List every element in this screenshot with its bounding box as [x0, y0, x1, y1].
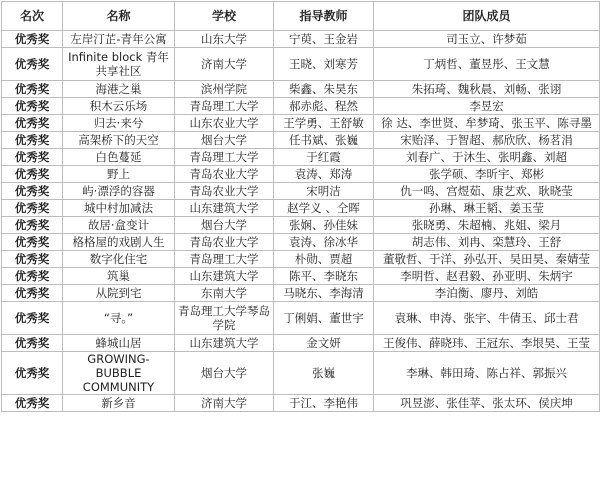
rank-cell: 优秀奖: [2, 285, 63, 302]
members-cell: 仇一鸣、宫煜茹、康艺欢、耿晓莹: [374, 183, 600, 200]
advisors-cell: 马晓东、李海清: [274, 285, 374, 302]
header-school: 学校: [175, 2, 274, 31]
awards-table: [1, 1, 600, 412]
school-cell: 济南大学: [175, 395, 274, 412]
header-row: [2, 2, 600, 31]
members-cell: 朱拓琦、魏秋晨、刘畅、张诩: [374, 81, 600, 98]
header-advisors: 指导教师: [274, 2, 374, 31]
school-cell: 烟台大学: [175, 132, 274, 149]
school-cell: 东南大学: [175, 285, 274, 302]
rank-cell: 优秀奖: [2, 132, 63, 149]
members-cell: 李琳、韩田琦、陈占祥、郭振兴: [374, 352, 600, 395]
rank-cell: 优秀奖: [2, 352, 63, 395]
members-cell: 徐 达、李世贤、牟梦琦、张玉平、陈寻墨: [374, 115, 600, 132]
members-cell: 张晓勇、朱超楠、兆姐、梁月: [374, 217, 600, 234]
members-cell: 李昱宏: [374, 98, 600, 115]
table-row: [2, 251, 600, 268]
school-cell: 青岛农业大学: [175, 234, 274, 251]
name-cell: GROWING-BUBBLE COMMUNITY: [63, 352, 175, 395]
table-row: [2, 234, 600, 251]
school-cell: 青岛理工大学: [175, 251, 274, 268]
header-members: 团队成员: [374, 2, 600, 31]
school-cell: 青岛理工大学琴岛学院: [175, 302, 274, 335]
name-cell: 屿·漂浮的容器: [63, 183, 175, 200]
name-cell: “寻。”: [63, 302, 175, 335]
rank-cell: 优秀奖: [2, 81, 63, 98]
school-cell: 济南大学: [175, 48, 274, 81]
advisors-cell: 王晓、刘寒芳: [274, 48, 374, 81]
school-cell: 滨州学院: [175, 81, 274, 98]
rank-cell: 优秀奖: [2, 268, 63, 285]
members-cell: 袁琳、申涛、张宇、牛倩玉、邱士君: [374, 302, 600, 335]
rank-cell: 优秀奖: [2, 395, 63, 412]
school-cell: 山东建筑大学: [175, 335, 274, 352]
rank-cell: 优秀奖: [2, 98, 63, 115]
table-row: [2, 132, 600, 149]
members-cell: 丁炳哲、董昱彤、王文慧: [374, 48, 600, 81]
advisors-cell: 于红霞: [274, 149, 374, 166]
advisors-cell: 柴鑫、朱昊东: [274, 81, 374, 98]
members-cell: 刘春广、于沐生、张明鑫、刘超: [374, 149, 600, 166]
advisors-cell: 丁俐娟、董世宇: [274, 302, 374, 335]
table-row: [2, 200, 600, 217]
school-cell: 山东大学: [175, 31, 274, 48]
table-row: [2, 302, 600, 335]
table-row: [2, 183, 600, 200]
advisors-cell: 袁涛、徐冰华: [274, 234, 374, 251]
name-cell: 左岸汀芷-青年公寓: [63, 31, 175, 48]
advisors-cell: 陈平、李晓东: [274, 268, 374, 285]
school-cell: 山东建筑大学: [175, 268, 274, 285]
name-cell: 城中村加减法: [63, 200, 175, 217]
advisors-cell: 张巍: [274, 352, 374, 395]
members-cell: 董敬哲、于洋、孙弘开、吴田昊、秦婧莹: [374, 251, 600, 268]
advisors-cell: 袁涛、郑涛: [274, 166, 374, 183]
rank-cell: 优秀奖: [2, 251, 63, 268]
table-row: [2, 285, 600, 302]
advisors-cell: 朴勋、贾超: [274, 251, 374, 268]
name-cell: 野上: [63, 166, 175, 183]
table-row: [2, 217, 600, 234]
rank-cell: 优秀奖: [2, 149, 63, 166]
rank-cell: 优秀奖: [2, 31, 63, 48]
header-rank: 名次: [2, 2, 63, 31]
members-cell: 李明哲、赵君毅、孙亚明、朱炳宇: [374, 268, 600, 285]
name-cell: 从院到宅: [63, 285, 175, 302]
rank-cell: 优秀奖: [2, 48, 63, 81]
table-row: [2, 166, 600, 183]
advisors-cell: 郝赤彪、程然: [274, 98, 374, 115]
school-cell: 青岛理工大学: [175, 149, 274, 166]
name-cell: 故居·盒变计: [63, 217, 175, 234]
table-row: [2, 149, 600, 166]
school-cell: 青岛农业大学: [175, 183, 274, 200]
members-cell: 孙琳、琳王韬、姜玉莹: [374, 200, 600, 217]
name-cell: Infinite block 青年共享社区: [63, 48, 175, 81]
school-cell: 青岛农业大学: [175, 166, 274, 183]
name-cell: 高架桥下的天空: [63, 132, 175, 149]
rank-cell: 优秀奖: [2, 200, 63, 217]
advisors-cell: 金文妍: [274, 335, 374, 352]
rank-cell: 优秀奖: [2, 183, 63, 200]
name-cell: 新乡音: [63, 395, 175, 412]
rank-cell: 优秀奖: [2, 234, 63, 251]
advisors-cell: 宋明洁: [274, 183, 374, 200]
rank-cell: 优秀奖: [2, 166, 63, 183]
school-cell: 山东农业大学: [175, 115, 274, 132]
name-cell: 筑巢: [63, 268, 175, 285]
rank-cell: 优秀奖: [2, 115, 63, 132]
rank-cell: 优秀奖: [2, 217, 63, 234]
table-body: [2, 31, 600, 412]
school-cell: 烟台大学: [175, 352, 274, 395]
table-row: [2, 352, 600, 395]
table-row: [2, 98, 600, 115]
advisors-cell: 于江、李艳伟: [274, 395, 374, 412]
name-cell: 蜂城山居: [63, 335, 175, 352]
members-cell: 宋贻泽、于智超、郝欣欣、杨茗涓: [374, 132, 600, 149]
rank-cell: 优秀奖: [2, 335, 63, 352]
table-row: [2, 48, 600, 81]
school-cell: 烟台大学: [175, 217, 274, 234]
advisors-cell: 宁萸、王金岩: [274, 31, 374, 48]
members-cell: 胡志伟、刘冉、栾慧玲、王舒: [374, 234, 600, 251]
members-cell: 王俊伟、薛晓玮、王冠东、李垠昊、王莹: [374, 335, 600, 352]
table-row: [2, 81, 600, 98]
table-row: [2, 268, 600, 285]
table-row: [2, 395, 600, 412]
advisors-cell: 王学勇、王舒敏: [274, 115, 374, 132]
school-cell: 青岛理工大学: [175, 98, 274, 115]
table-row: [2, 31, 600, 48]
name-cell: 积木云乐场: [63, 98, 175, 115]
members-cell: 张学硕、李昕宇、郑彬: [374, 166, 600, 183]
table-row: [2, 115, 600, 132]
school-cell: 山东建筑大学: [175, 200, 274, 217]
header-name: 名称: [63, 2, 175, 31]
advisors-cell: 赵学义 、仝晖: [274, 200, 374, 217]
name-cell: 格格屋的戏剧人生: [63, 234, 175, 251]
members-cell: 巩昱澎、张佳苹、张太环、侯庆坤: [374, 395, 600, 412]
members-cell: 司玉立、许梦茹: [374, 31, 600, 48]
rank-cell: 优秀奖: [2, 302, 63, 335]
name-cell: 海港之巢: [63, 81, 175, 98]
table-row: [2, 335, 600, 352]
name-cell: 数字化住宅: [63, 251, 175, 268]
advisors-cell: 张娴、孙佳妹: [274, 217, 374, 234]
name-cell: 归去·来兮: [63, 115, 175, 132]
advisors-cell: 任书斌、张巍: [274, 132, 374, 149]
name-cell: 白色蔓延: [63, 149, 175, 166]
members-cell: 李泊衡、廖丹、刘皓: [374, 285, 600, 302]
